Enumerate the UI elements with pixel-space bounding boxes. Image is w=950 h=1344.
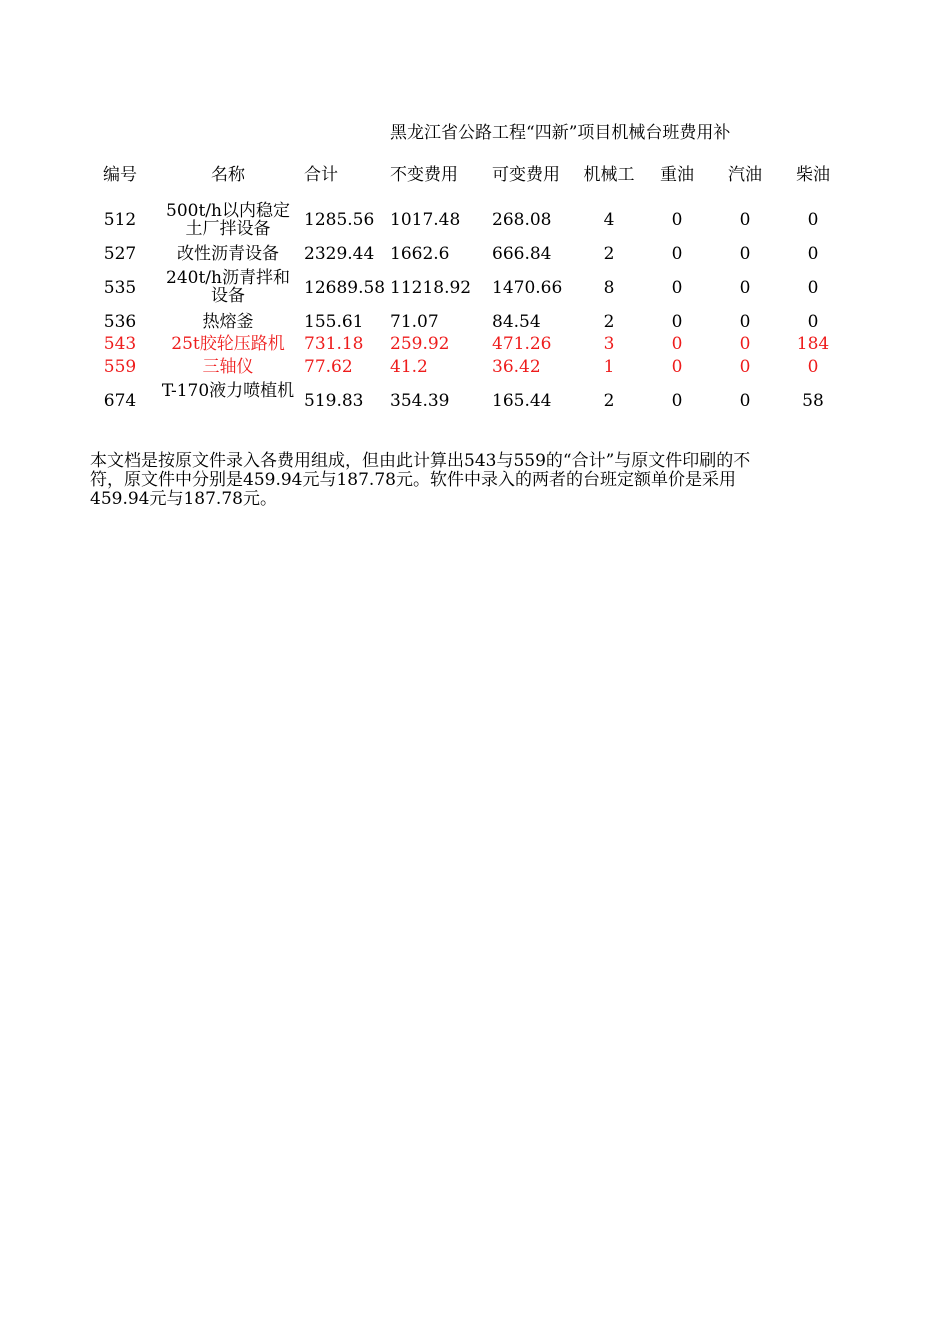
cell-id: 512: [103, 210, 137, 230]
cell-variable: 1470.66: [492, 278, 563, 298]
cell-name: 500t/h以内稳定土厂拌设备: [166, 201, 290, 239]
cell-fixed: 71.07: [390, 312, 439, 332]
cell-diesel: 0: [807, 244, 819, 264]
cell-gasoline: 0: [739, 357, 751, 377]
cell-mech-worker: 3: [603, 334, 615, 354]
header-variable: 可变费用: [492, 165, 560, 185]
header-total: 合计: [304, 165, 338, 185]
cell-total: 2329.44: [304, 244, 375, 264]
cell-gasoline: 0: [739, 334, 751, 354]
cell-fixed: 1662.6: [390, 244, 450, 264]
cell-mech-worker: 4: [603, 210, 615, 230]
header-diesel: 柴油: [796, 165, 830, 185]
cell-id: 559: [103, 357, 137, 377]
cell-name: 25t胶轮压路机: [171, 334, 285, 354]
table-row: [0, 243, 950, 265]
cell-diesel: 0: [807, 278, 819, 298]
cell-variable: 165.44: [492, 391, 552, 411]
cell-heavy-oil: 0: [671, 391, 683, 411]
cell-diesel: 0: [807, 210, 819, 230]
cell-id: 536: [103, 312, 137, 332]
cell-heavy-oil: 0: [671, 210, 683, 230]
cell-heavy-oil: 0: [671, 357, 683, 377]
cell-heavy-oil: 0: [671, 278, 683, 298]
cell-id: 543: [103, 334, 137, 354]
table-row: [0, 381, 950, 421]
cell-total: 77.62: [304, 357, 353, 377]
cell-id: 674: [103, 391, 137, 411]
table-row: [0, 311, 950, 333]
cell-diesel: 184: [796, 334, 830, 354]
cell-gasoline: 0: [739, 210, 751, 230]
cell-mech-worker: 1: [603, 357, 615, 377]
cell-fixed: 1017.48: [390, 210, 461, 230]
header-gasoline: 汽油: [728, 165, 762, 185]
cell-name: 三轴仪: [202, 357, 254, 377]
page-title: 黑龙江省公路工程“四新”项目机械台班费用补: [390, 123, 731, 143]
cell-gasoline: 0: [739, 391, 751, 411]
table-row: [0, 200, 950, 240]
cell-variable: 471.26: [492, 334, 552, 354]
header-heavy-oil: 重油: [660, 165, 694, 185]
header-fixed: 不变费用: [390, 165, 458, 185]
cell-mech-worker: 2: [603, 391, 615, 411]
cell-variable: 666.84: [492, 244, 552, 264]
cell-diesel: 0: [807, 357, 819, 377]
cell-heavy-oil: 0: [671, 244, 683, 264]
cell-id: 535: [103, 278, 137, 298]
cell-mech-worker: 2: [603, 312, 615, 332]
cell-fixed: 41.2: [390, 357, 428, 377]
cell-total: 1285.56: [304, 210, 375, 230]
cell-heavy-oil: 0: [671, 334, 683, 354]
cell-id: 527: [103, 244, 137, 264]
cell-name: 240t/h沥青拌和设备: [166, 268, 290, 306]
header-mech-worker: 机械工: [583, 165, 635, 185]
cell-gasoline: 0: [739, 244, 751, 264]
table-row-highlighted: [0, 333, 950, 355]
cell-diesel: 58: [802, 391, 824, 411]
cell-diesel: 0: [807, 312, 819, 332]
cell-fixed: 11218.92: [390, 278, 472, 298]
table-row-highlighted: [0, 356, 950, 378]
cell-gasoline: 0: [739, 312, 751, 332]
cell-fixed: 354.39: [390, 391, 450, 411]
cell-mech-worker: 2: [603, 244, 615, 264]
cell-total: 519.83: [304, 391, 364, 411]
header-name: 名称: [211, 165, 245, 185]
cell-heavy-oil: 0: [671, 312, 683, 332]
footnote: 本文档是按原文件录入各费用组成，但由此计算出543与559的“合计”与原文件印刷的不符，原文件中分别是459.94元与187.78元。软件中录入的两者的台班定额单价是采用459.94元与187.78元。: [90, 451, 751, 509]
cell-total: 731.18: [304, 334, 364, 354]
table-row: [0, 268, 950, 308]
cell-variable: 84.54: [492, 312, 541, 332]
header-id: 编号: [103, 165, 137, 185]
cell-mech-worker: 8: [603, 278, 615, 298]
cell-total: 12689.58: [304, 278, 386, 298]
cell-total: 155.61: [304, 312, 364, 332]
cell-variable: 268.08: [492, 210, 552, 230]
cell-name: T-170液力喷植机: [161, 381, 295, 401]
cell-variable: 36.42: [492, 357, 541, 377]
cell-fixed: 259.92: [390, 334, 450, 354]
cell-name: 改性沥青设备: [177, 244, 279, 264]
cell-name: 热熔釜: [202, 312, 254, 332]
cell-gasoline: 0: [739, 278, 751, 298]
